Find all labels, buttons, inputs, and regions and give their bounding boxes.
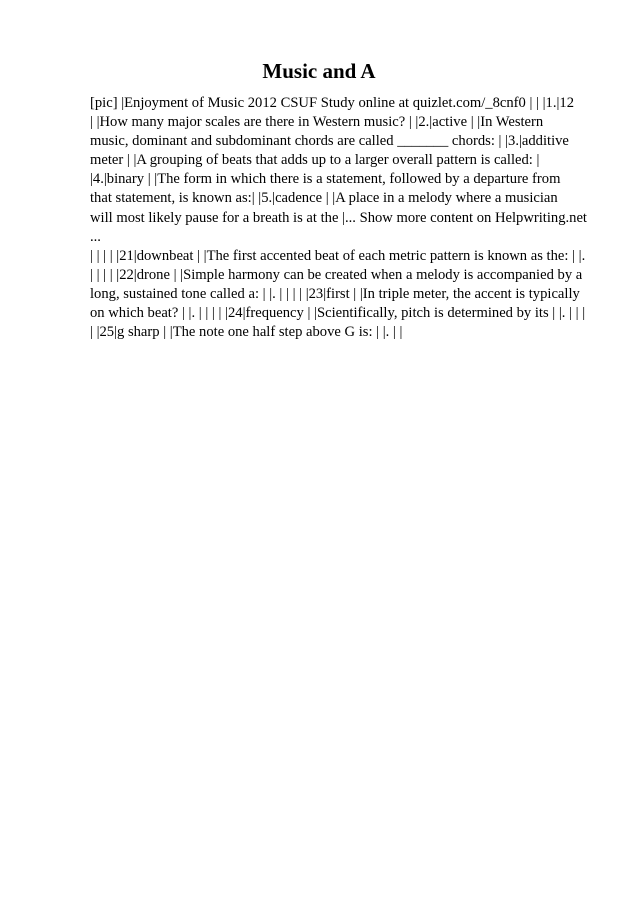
body-line: that statement, is known as:| |5.|cadence | |A place in a melody where a musician: [90, 190, 558, 207]
body-line: | |25|g sharp | |The note one half step above G is: | |. | |: [90, 324, 403, 341]
body-line: [pic] |Enjoyment of Music 2012 CSUF Study online at quizlet.com/_8cnf0 | | |1.|12: [90, 95, 574, 111]
document-body: [90, 94, 590, 342]
body-line: ...: [90, 228, 101, 245]
body-line: will most likely pause for a breath is at the |... Show more content on Helpwriting.net: [90, 209, 587, 226]
body-line: music, dominant and subdominant chords are called _______ chords: | |3.|additive: [90, 133, 569, 150]
document-title: Music and A: [262, 59, 376, 83]
body-line: |4.|binary | |The form in which there is a statement, followed by a departure from: [90, 171, 561, 188]
body-line: on which beat? | |. | | | | |24|frequency | |Scientifically, pitch is determined by its | |. | | |: [90, 305, 586, 322]
body-line: long, sustained tone called a: | |. | | | | |23|first | |In triple meter, the accent is typically: [90, 285, 580, 302]
body-line: | | | | |21|downbeat | |The first accented beat of each metric pattern is known as the: | |.: [90, 247, 586, 264]
body-line: | |How many major scales are there in Western music? | |2.|active | |In Western: [90, 114, 544, 131]
body-line: meter | |A grouping of beats that adds up to a larger overall pattern is called: |: [90, 152, 540, 169]
body-line: | | | | |22|drone | |Simple harmony can be created when a melody is accompanied by a: [90, 266, 583, 283]
